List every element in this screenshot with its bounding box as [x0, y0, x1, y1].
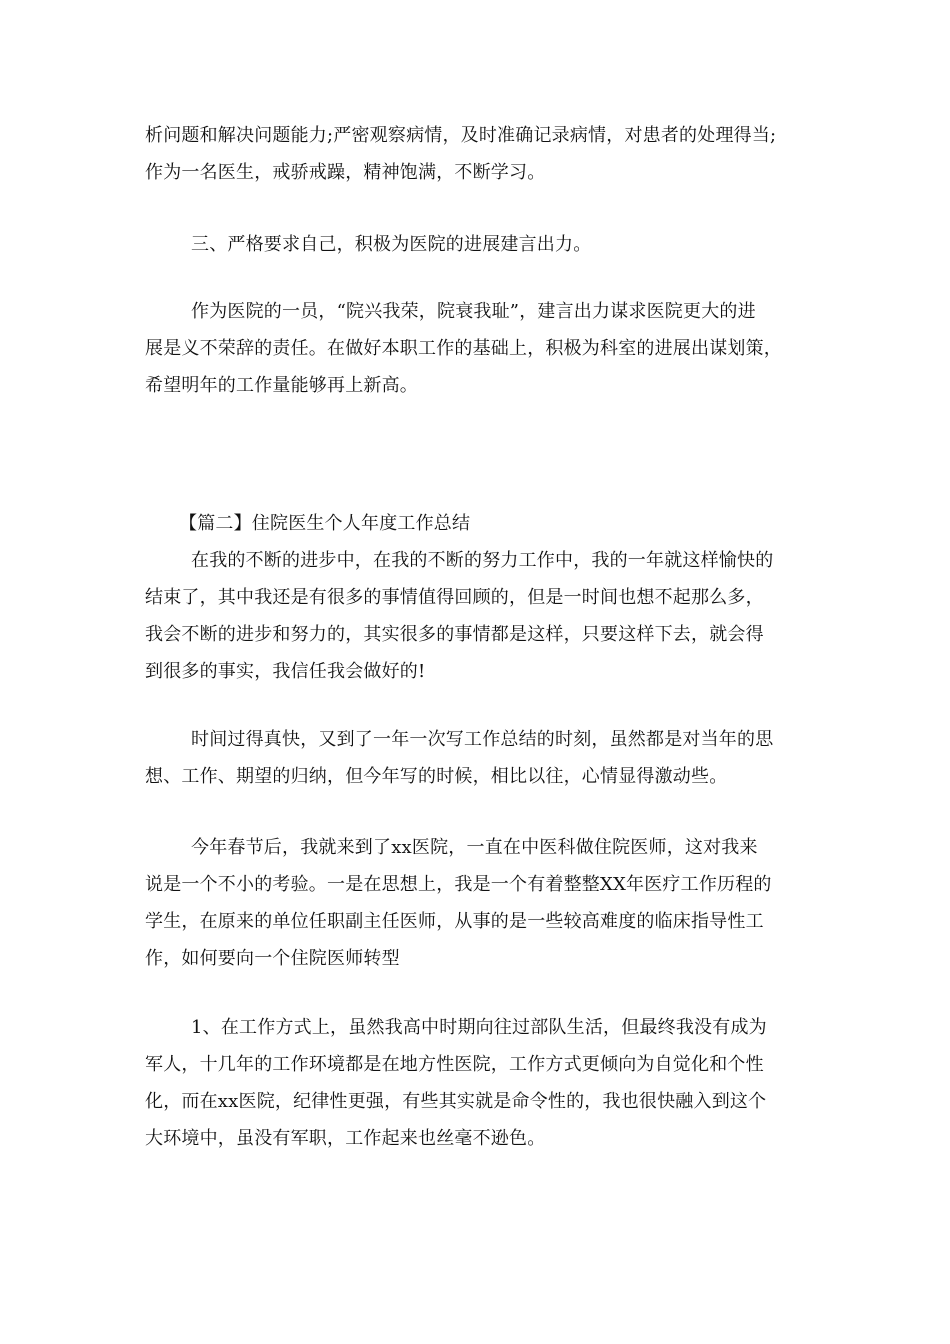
text-line: 作为医院的一员，“院兴我荣，院衰我耻”，建言出力谋求医院更大的进 [191, 301, 756, 322]
text-line: 1、在工作方式上，虽然我高中时期向往过部队生活，但最终我没有成为 [191, 1017, 767, 1038]
text-line: 说是一个不小的考验。一是在思想上，我是一个有着整整XX年医疗工作历程的 [145, 874, 772, 895]
paragraph-work-style [145, 1009, 825, 1157]
paragraph-time-flies [145, 721, 825, 795]
paragraph-hospital-member [145, 293, 825, 404]
text-line: 结束了，其中我还是有很多的事情值得回顾的，但是一时间也想不起那么多， [145, 587, 764, 608]
text-line: 今年春节后，我就来到了xx医院，一直在中医科做住院医师，这对我来 [191, 837, 758, 858]
text-line: 作为一名医生，戒骄戒躁，精神饱满，不断学习。 [145, 162, 546, 183]
text-line: 展是义不荣辞的责任。在做好本职工作的基础上，积极为科室的进展出谋划策， [145, 338, 782, 359]
text-line: 希望明年的工作量能够再上新高。 [145, 375, 418, 396]
section-heading: 三、严格要求自己，积极为医院的进展建言出力。 [191, 234, 592, 255]
text-line: 到很多的事实，我信任我会做好的! [145, 661, 426, 682]
text-line: 作，如何要向一个住院医师转型 [145, 948, 400, 969]
text-line: 我会不断的进步和努力的，其实很多的事情都是这样，只要这样下去，就会得 [145, 624, 764, 645]
section-heading-three [145, 226, 825, 263]
text-line: 想、工作、期望的归纳，但今年写的时候，相比以往，心情显得激动些。 [145, 766, 728, 787]
article-title: 【篇二】住院医生个人年度工作总结 [179, 513, 471, 534]
text-line: 大环境中，虽没有军职，工作起来也丝毫不逊色。 [145, 1128, 546, 1149]
article-two [145, 505, 825, 690]
paragraph-spring-festival [145, 829, 825, 977]
text-line: 军人，十几年的工作环境都是在地方性医院，工作方式更倾向为自觉化和个性 [145, 1054, 764, 1075]
text-line: 时间过得真快，又到了一年一次写工作总结的时刻，虽然都是对当年的思 [191, 729, 774, 750]
paragraph-continuation [145, 117, 825, 191]
text-line: 学生，在原来的单位任职副主任医师，从事的是一些较高难度的临床指导性工 [145, 911, 764, 932]
text-line: 化，而在xx医院，纪律性更强，有些其实就是命令性的，我也很快融入到这个 [145, 1091, 767, 1112]
text-line: 析问题和解决问题能力;严密观察病情，及时准确记录病情，对患者的处理得当; [145, 125, 777, 146]
text-line: 在我的不断的进步中，在我的不断的努力工作中，我的一年就这样愉快的 [191, 550, 774, 571]
